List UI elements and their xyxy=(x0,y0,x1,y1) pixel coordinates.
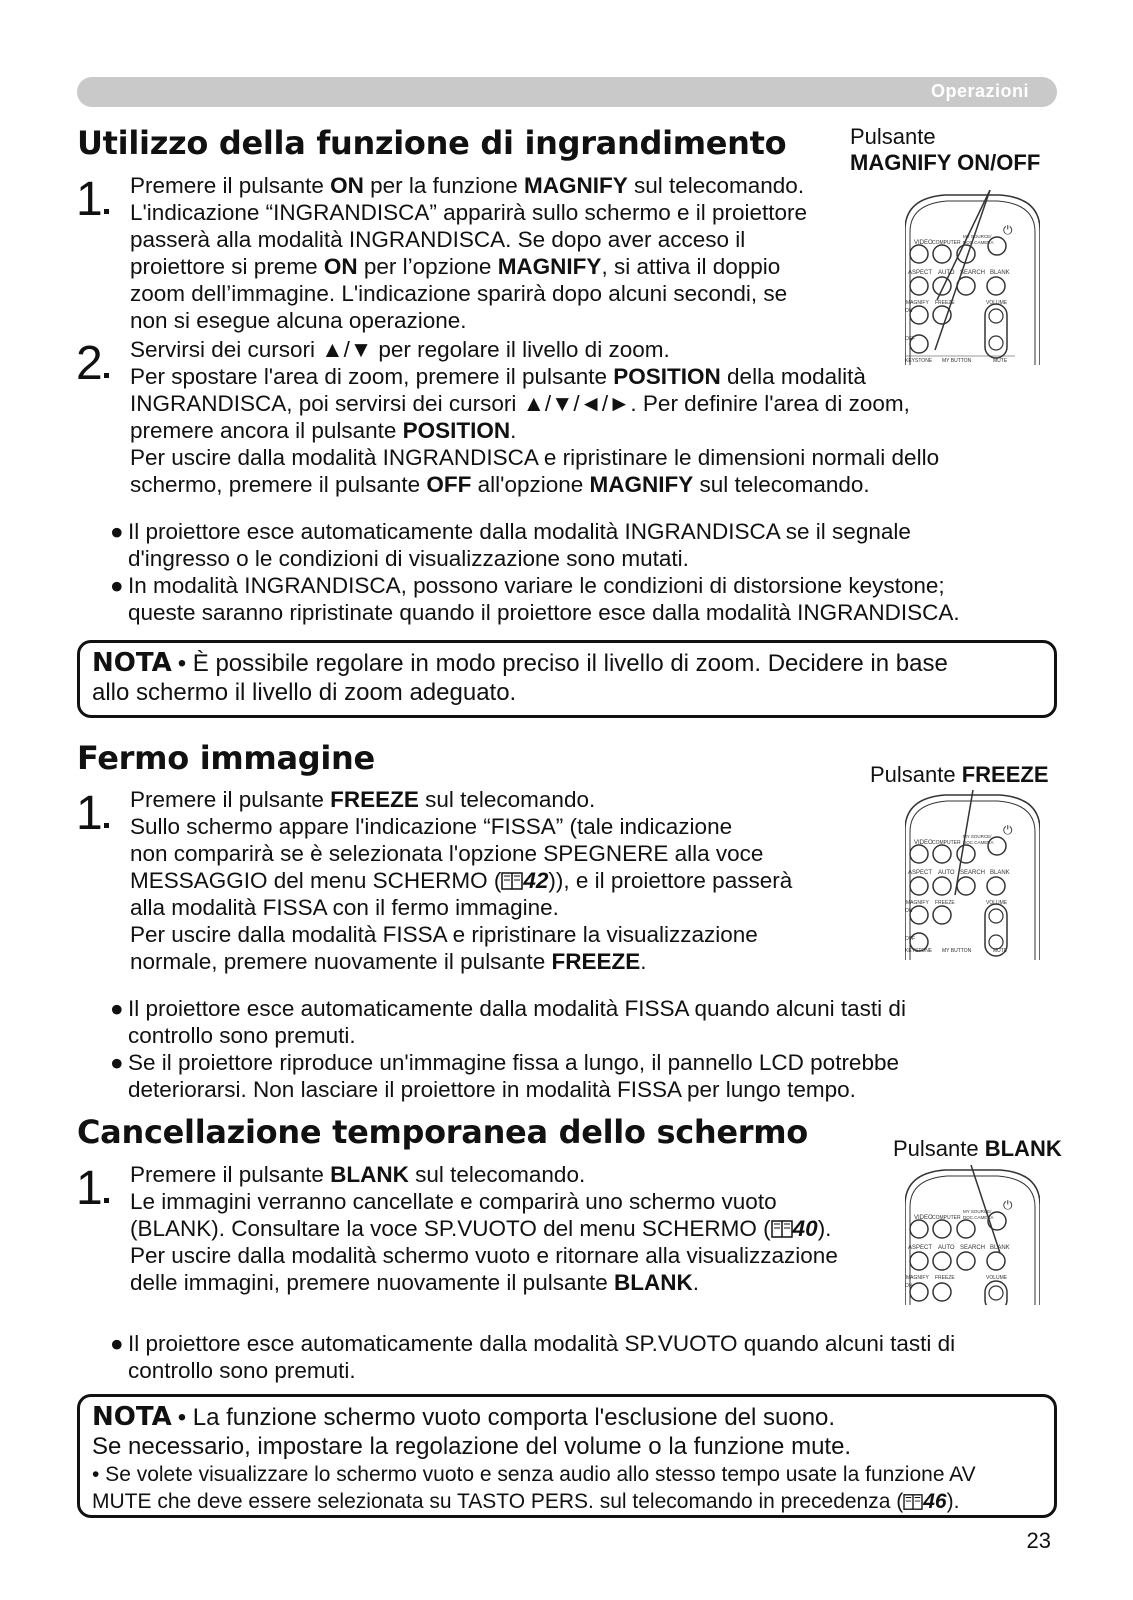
remote-label-blank: BLANK xyxy=(990,1245,1010,1251)
remote-label-doc-camera: DOC.CAMERA xyxy=(963,240,994,245)
remote-label-off: OFF xyxy=(905,936,915,942)
remote-label-search: SEARCH xyxy=(960,870,986,876)
remote-caption-blank: Pulsante BLANK xyxy=(893,1136,1062,1161)
step-dot xyxy=(104,373,109,378)
list-item: ● Il proiettore esce automaticamente dalla modalità SP.VUOTO quando alcuni tasti di controllo sono premuti. xyxy=(110,1331,956,1383)
remote-label-computer: COMPUTER xyxy=(932,240,961,246)
remote-caption-magnify xyxy=(850,124,1041,176)
remote-label-magnify: MAGNIFY xyxy=(906,300,929,306)
step-body-freeze-1: Premere il pulsante FREEZE sul telecomando. Sullo schermo appare l'indicazione “FISSA” (tale indicazione non comparirà se è selezionata l'opzione SPEGNERE alla voce MESSAGGIO del menu SCHERMO ( 42)), e il proiettore passerà alla modalità FISSA con il fermo immagine. Per uscire dalla modalità FISSA e ripristinare la visualizzazione normale, premere nuovamente il pulsante FREEZE. xyxy=(130,787,793,974)
list-item: ● In modalità INGRANDISCA, possono variare le condizioni di distorsione keystone; queste saranno ripristinate quando il proiettore esce dalla modalità INGRANDISCA. xyxy=(110,573,960,625)
page-reference: 42 xyxy=(523,868,549,893)
remote-label-auto: AUTO xyxy=(938,1245,955,1251)
book-reference-icon xyxy=(771,1219,793,1239)
page-reference: 40 xyxy=(792,1216,818,1241)
note-label: NOTA xyxy=(92,1402,172,1432)
remote-label-blank: BLANK xyxy=(990,870,1010,876)
section-header-bar xyxy=(77,77,1057,107)
book-reference-icon xyxy=(903,1493,923,1511)
remote-label-mute: MUTE xyxy=(993,948,1008,954)
step-dot xyxy=(104,823,109,828)
section-title-freeze: Fermo immagine xyxy=(77,739,375,777)
step-number: 2 xyxy=(76,337,103,390)
remote-label-search: SEARCH xyxy=(960,1245,986,1251)
remote-label-freeze: FREEZE xyxy=(935,300,955,306)
list-item: ● Il proiettore esce automaticamente dalla modalità INGRANDISCA se il segnale d'ingresso o le condizioni di visualizzazione sono mutati. xyxy=(110,519,911,571)
remote-label-off: OFF xyxy=(905,336,915,342)
remote-label-volume: VOLUME xyxy=(986,900,1008,906)
section-title-blank: Cancellazione temporanea dello schermo xyxy=(77,1113,808,1151)
remote-label-auto: AUTO xyxy=(938,270,955,276)
remote-label-mute: MUTE xyxy=(993,358,1008,364)
bullet-list-blank xyxy=(110,1330,955,1384)
step-number: 1 xyxy=(76,1162,103,1215)
step-body-magnify-1: Premere il pulsante ON per la funzione MAGNIFY sul telecomando. L'indicazione “INGRANDISCA” apparirà sullo schermo e il proiettore passerà alla modalità INGRANDISCA. Se dopo aver acceso il proiettore si preme ON per l’opzione MAGNIFY, si attiva il doppio zoom dell’immagine. L'indicazione sparirà dopo alcuni secondi, se non si esegue alcuna operazione. xyxy=(130,173,808,333)
bullet-list-magnify xyxy=(110,518,960,626)
remote-label-blank: BLANK xyxy=(990,270,1010,276)
remote-label-my-source: MY SOURCE/ xyxy=(963,1209,992,1214)
remote-label-doc-camera: DOC.CAMERA xyxy=(963,1215,994,1220)
remote-label-my-source: MY SOURCE/ xyxy=(963,834,992,839)
remote-label-freeze: FREEZE xyxy=(935,900,955,906)
remote-label-freeze: FREEZE xyxy=(935,1275,955,1281)
step-dot xyxy=(104,1198,109,1203)
remote-label-volume: VOLUME xyxy=(986,300,1008,306)
remote-label-on: ON xyxy=(905,908,913,914)
remote-label-magnify: MAGNIFY xyxy=(906,1275,929,1281)
remote-label-my-source: MY SOURCE/ xyxy=(963,234,992,239)
bullet-list-freeze xyxy=(110,995,906,1103)
list-item: ● Se il proiettore riproduce un'immagine fissa a lungo, il pannello LCD potrebbe deteriorarsi. Non lasciare il proiettore in modalità FISSA per lungo tempo. xyxy=(110,1050,899,1102)
note-box-magnify: NOTA • È possibile regolare in modo preciso il livello di zoom. Decidere in base allo schermo il livello di zoom adeguato. xyxy=(77,640,1057,718)
remote-caption-freeze: Pulsante FREEZE xyxy=(870,762,1049,787)
remote-label-computer: COMPUTER xyxy=(932,1215,961,1221)
remote-label-doc-camera: DOC.CAMERA xyxy=(963,840,994,845)
remote-label-aspect: ASPECT xyxy=(908,270,933,276)
remote-label-search: SEARCH xyxy=(960,270,986,276)
remote-caption-line2: MAGNIFY ON/OFF xyxy=(850,150,1041,175)
remote-label-on: ON xyxy=(905,1283,913,1289)
step-body-magnify-2: Servirsi dei cursori ▲/▼ per regolare il livello di zoom. Per spostare l'area di zoom, premere il pulsante POSITION della modalità INGRANDISCA, poi servirsi dei cursori ▲/▼/◄/►. Per definire l'area di zoom, premere ancora il pulsante POSITION. Per uscire dalla modalità INGRANDISCA e ripristinare le dimensioni normali dello schermo, premere il pulsante OFF all'opzione MAGNIFY sul telecomando. xyxy=(130,337,940,497)
remote-illustration-freeze xyxy=(905,790,1040,960)
note-label: NOTA xyxy=(92,648,172,678)
remote-label-aspect: ASPECT xyxy=(908,1245,933,1251)
page-reference: 46 xyxy=(923,1490,947,1513)
page-number: 23 xyxy=(1026,1528,1051,1553)
book-reference-icon xyxy=(501,871,523,891)
note-box-blank: NOTA • La funzione schermo vuoto comporta l'esclusione del suono. Se necessario, impostare la regolazione del volume o la funzione mute. • Se volete visualizzare lo schermo vuoto e senza audio allo stesso tempo usate la funzione AV MUTE che deve essere selezionata su TASTO PERS. sul telecomando in precedenza ( 46). xyxy=(77,1394,1057,1518)
remote-label-keystone: KEYSTONE xyxy=(905,948,933,954)
remote-label-video: VIDEO xyxy=(914,840,933,846)
remote-label-magnify: MAGNIFY xyxy=(906,900,929,906)
section-title-magnify: Utilizzo della funzione di ingrandimento xyxy=(77,124,787,162)
step-number: 1 xyxy=(76,787,103,840)
remote-label-keystone: KEYSTONE xyxy=(905,358,933,364)
power-icon: ⏻ xyxy=(1003,1198,1013,1212)
remote-illustration-blank xyxy=(905,1165,1040,1305)
step-body-blank-1: Premere il pulsante BLANK sul telecomando. Le immagini verranno cancellate e comparirà uno schermo vuoto (BLANK). Consultare la voce SP.VUOTO del menu SCHERMO ( 40). Per uscire dalla modalità schermo vuoto e ritornare alla visualizzazione delle immagini, premere nuovamente il pulsante BLANK. xyxy=(130,1162,838,1295)
remote-label-aspect: ASPECT xyxy=(908,870,933,876)
step-number: 1 xyxy=(76,173,103,226)
power-icon: ⏻ xyxy=(1003,223,1013,237)
power-icon: ⏻ xyxy=(1003,823,1013,837)
remote-label-video: VIDEO xyxy=(914,1215,933,1221)
remote-label-on: ON xyxy=(905,308,913,314)
step-dot xyxy=(104,209,109,214)
remote-caption-line1: Pulsante xyxy=(850,124,936,149)
remote-label-my-button: MY BUTTON xyxy=(942,358,972,364)
list-item: ● Il proiettore esce automaticamente dalla modalità FISSA quando alcuni tasti di controllo sono premuti. xyxy=(110,996,906,1048)
remote-label-my-button: MY BUTTON xyxy=(942,948,972,954)
remote-label-computer: COMPUTER xyxy=(932,840,961,846)
remote-label-volume: VOLUME xyxy=(986,1275,1008,1281)
remote-label-video: VIDEO xyxy=(914,240,933,246)
header-label: Operazioni xyxy=(930,81,1029,101)
remote-label-auto: AUTO xyxy=(938,870,955,876)
